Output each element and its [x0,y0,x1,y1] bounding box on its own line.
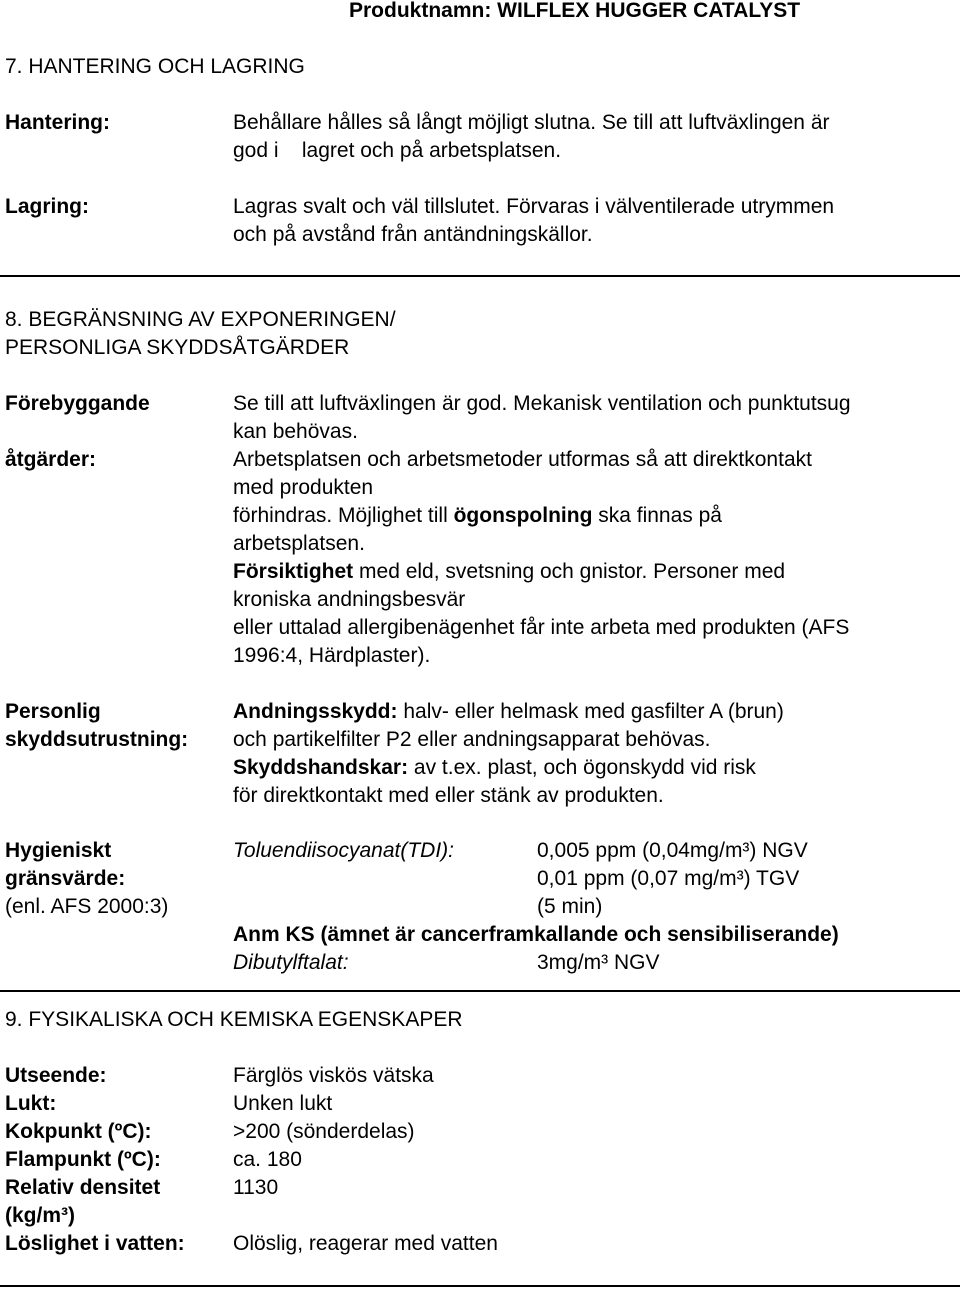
preventive-label: Förebyggande [5,392,150,415]
ppe-label-line: skyddsutrustning: [5,728,189,751]
caution-emphasis: Försiktighet [233,560,354,583]
preventive-line: kroniska andningsbesvär [233,588,466,611]
preventive-text [233,390,851,670]
tdi-value: 0,005 ppm (0,04mg/m³) NGV [537,839,808,862]
preventive-line: Arbetsplatsen och arbetsmetoder utformas så att direktkontakt [233,448,812,471]
preventive-line: med produkten [233,476,374,499]
preventive-line: Se till att luftväxlingen är god. Mekanisk ventilation och punktutsug [233,392,851,415]
preventive-line: eller uttalad allergibenägenhet får inte arbeta med produkten (AFS [233,616,850,639]
dbp-name: Dibutylftalat: [233,951,349,974]
section-7-title: 7. HANTERING OCH LAGRING [5,55,305,78]
gloves-label: Skyddshandskar: [233,756,409,779]
property-label: Lukt: [5,1092,57,1115]
properties-labels [5,1062,185,1258]
handling-label: Hantering: [5,111,110,134]
storage-line: Lagras svalt och väl tillslutet. Förvaras i välventilerade utrymmen [233,195,835,218]
dbp-value: 3mg/m³ NGV [537,951,660,974]
section-9-title: 9. FYSIKALISKA OCH KEMISKA EGENSKAPER [5,1008,463,1031]
ppe-label [5,698,188,754]
property-label: Kokpunkt (ºC): [5,1120,152,1143]
ppe-text [233,698,784,810]
carcinogen-note: Anm KS (ämnet är cancerframkallande och sensibiliserande) [233,923,839,946]
tdi-name: Toluendiisocyanat(TDI): [233,839,454,862]
preventive-line [233,558,851,586]
respiratory-protection-label: Andningsskydd: [233,700,398,723]
property-label: (kg/m³) [5,1204,75,1227]
properties-values [233,1062,498,1258]
property-label: Relativ densitet [5,1176,161,1199]
property-label: Utseende: [5,1064,107,1087]
preventive-line: kan behövas. [233,420,358,443]
ppe-text-span: halv- eller helmask med gasfilter A (brun) [397,700,784,723]
hygiene-label-line: Hygieniskt [5,839,112,862]
ppe-line [233,698,784,726]
preventive-text-span: förhindras. Möjlighet till [233,504,454,527]
preventive-line [233,502,851,530]
preventive-label-2: åtgärder: [5,448,97,471]
ppe-line [233,754,784,782]
preventive-text-span: ska finnas på [592,504,722,527]
divider [0,990,960,992]
handling-line: Behållare hålles så långt möjligt slutna. Se till att luftväxlingen är [233,111,830,134]
ppe-label-line: Personlig [5,700,101,723]
preventive-text-span: med eld, svetsning och gnistor. Personer med [353,560,786,583]
ppe-line: för direktkontakt med eller stänk av produkten. [233,784,664,807]
tdi-values [537,837,808,921]
ppe-line: och partikelfilter P2 eller andningsapparat behövas. [233,728,711,751]
property-value: Olöslig, reagerar med vatten [233,1232,498,1255]
storage-text [233,193,834,249]
product-name-header: Produktnamn: WILFLEX HUGGER CATALYST [349,0,801,22]
storage-label: Lagring: [5,195,89,218]
section-8-title [5,306,396,362]
property-value: Färglös viskös vätska [233,1064,434,1087]
ppe-text-span: av t.ex. plast, och ögonskydd vid risk [408,756,756,779]
hygiene-label-line: (enl. AFS 2000:3) [5,895,169,918]
property-value: ca. 180 [233,1148,302,1171]
property-label: Flampunkt (ºC): [5,1148,161,1171]
handling-line: god i lagret och på arbetsplatsen. [233,139,562,162]
divider [0,275,960,277]
property-value: >200 (sönderdelas) [233,1120,415,1143]
property-value: 1130 [233,1176,279,1199]
preventive-line: 1996:4, Härdplaster). [233,644,431,667]
property-value: Unken lukt [233,1092,333,1115]
tdi-value: 0,01 ppm (0,07 mg/m³) TGV [537,867,800,890]
hygiene-label [5,837,168,921]
section-8-title-line: PERSONLIGA SKYDDSÅTGÄRDER [5,336,350,359]
hygiene-label-line: gränsvärde: [5,867,126,890]
property-value [233,1202,498,1230]
section-8-title-line: 8. BEGRÄNSNING AV EXPONERINGEN/ [5,308,396,331]
eyewash-emphasis: ögonspolning [453,504,593,527]
tdi-value: (5 min) [537,895,603,918]
preventive-line: arbetsplatsen. [233,532,365,555]
property-label: Löslighet i vatten: [5,1232,185,1255]
handling-text [233,109,830,165]
divider [0,1285,960,1287]
storage-line: och på avstånd från antändningskällor. [233,223,593,246]
